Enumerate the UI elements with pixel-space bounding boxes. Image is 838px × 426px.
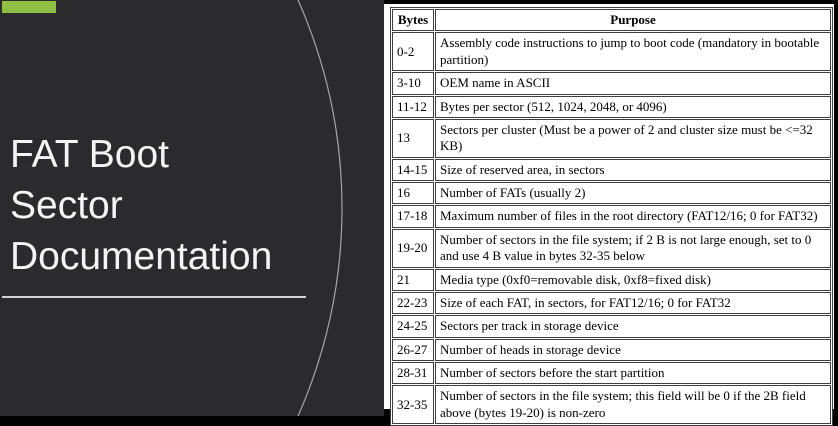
bytes-cell: 32-35 bbox=[392, 385, 434, 424]
accent-bar bbox=[2, 1, 56, 13]
bytes-cell: 28-31 bbox=[392, 362, 434, 384]
table-header-purpose: Purpose bbox=[435, 9, 831, 31]
bytes-cell: 3-10 bbox=[392, 72, 434, 94]
bytes-cell: 22-23 bbox=[392, 292, 434, 314]
title-line-1: FAT Boot bbox=[10, 133, 169, 176]
table-row bbox=[392, 72, 831, 94]
purpose-cell: Number of FATs (usually 2) bbox=[435, 182, 831, 204]
table-row bbox=[392, 362, 831, 384]
table-row bbox=[392, 339, 831, 361]
purpose-cell: Size of reserved area, in sectors bbox=[435, 159, 831, 181]
table-row bbox=[392, 119, 831, 158]
content-panel bbox=[384, 4, 834, 420]
purpose-cell: Sectors per cluster (Must be a power of 2 and cluster size must be <=32 KB) bbox=[435, 119, 831, 158]
table-row bbox=[392, 96, 831, 118]
page-title bbox=[10, 129, 272, 282]
bytes-cell: 17-18 bbox=[392, 205, 434, 227]
bytes-cell: 14-15 bbox=[392, 159, 434, 181]
table-row bbox=[392, 292, 831, 314]
purpose-cell: OEM name in ASCII bbox=[435, 72, 831, 94]
bytes-cell: 19-20 bbox=[392, 229, 434, 268]
table-row bbox=[392, 159, 831, 181]
table-header-row bbox=[392, 9, 831, 31]
purpose-cell: Number of sectors in the file system; this field will be 0 if the 2B field above (bytes 19-20) is non-zero bbox=[435, 385, 831, 424]
title-divider bbox=[2, 296, 306, 298]
table-row bbox=[392, 315, 831, 337]
table-row bbox=[392, 205, 831, 227]
table-row bbox=[392, 32, 831, 71]
title-line-2: Sector bbox=[10, 184, 123, 227]
bytes-cell: 21 bbox=[392, 269, 434, 291]
purpose-cell: Size of each FAT, in sectors, for FAT12/16; 0 for FAT32 bbox=[435, 292, 831, 314]
title-panel bbox=[0, 0, 384, 416]
purpose-cell: Number of sectors in the file system; if 2 B is not large enough, set to 0 and use 4 B value in bytes 32-35 below bbox=[435, 229, 831, 268]
bytes-cell: 16 bbox=[392, 182, 434, 204]
table-row bbox=[392, 182, 831, 204]
purpose-cell: Maximum number of files in the root directory (FAT12/16; 0 for FAT32) bbox=[435, 205, 831, 227]
purpose-cell: Sectors per track in storage device bbox=[435, 315, 831, 337]
boot-sector-table bbox=[390, 7, 833, 426]
bytes-cell: 13 bbox=[392, 119, 434, 158]
table-header-bytes: Bytes bbox=[392, 9, 434, 31]
bytes-cell: 0-2 bbox=[392, 32, 434, 71]
title-line-3: Documentation bbox=[10, 235, 273, 278]
purpose-cell: Bytes per sector (512, 1024, 2048, or 4096) bbox=[435, 96, 831, 118]
bytes-cell: 26-27 bbox=[392, 339, 434, 361]
bytes-cell: 24-25 bbox=[392, 315, 434, 337]
table-row bbox=[392, 385, 831, 424]
purpose-cell: Number of sectors before the start partition bbox=[435, 362, 831, 384]
bytes-cell: 11-12 bbox=[392, 96, 434, 118]
purpose-cell: Media type (0xf0=removable disk, 0xf8=fixed disk) bbox=[435, 269, 831, 291]
purpose-cell: Assembly code instructions to jump to boot code (mandatory in bootable partition) bbox=[435, 32, 831, 71]
purpose-cell: Number of heads in storage device bbox=[435, 339, 831, 361]
table-row bbox=[392, 229, 831, 268]
table-row bbox=[392, 269, 831, 291]
